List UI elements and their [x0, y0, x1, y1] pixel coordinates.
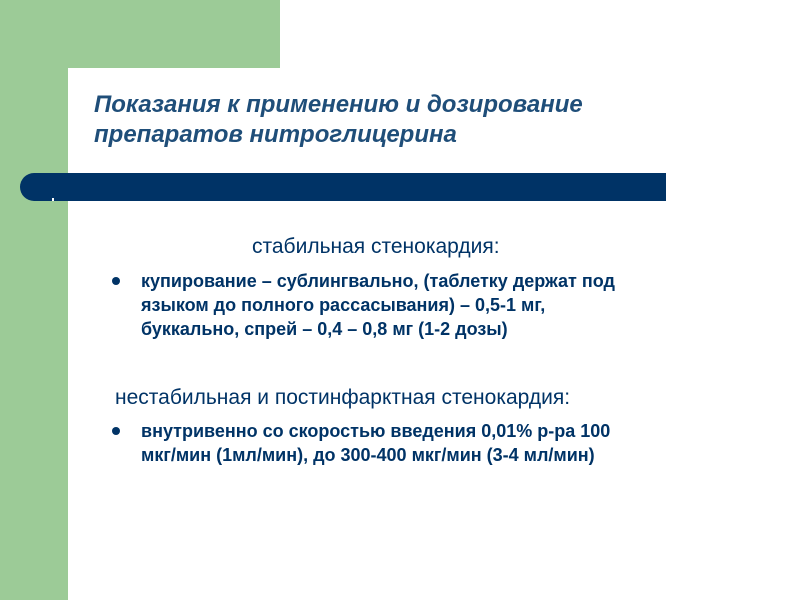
left-green-band — [0, 0, 68, 600]
unstable-angina-bullet — [112, 419, 752, 467]
top-green-band — [0, 0, 280, 68]
title-divider-bar — [20, 173, 666, 201]
slide-title: Показания к применению и дозирование препаратов нитроглицерина — [94, 91, 583, 148]
stable-angina-dosage-text: купирование – сублингвально, (таблетку держат под языком до полного рассасывания) – 0,5-1 мг, буккально, спрей – 0,4 – 0,8 мг (1-2 дозы) — [141, 271, 615, 339]
title-divider-notch — [52, 198, 54, 201]
bullet-dot-icon — [112, 277, 120, 285]
unstable-postinfarction-angina-heading: нестабильная и постинфарктная стенокардия: — [115, 386, 571, 409]
intravenous-dosage-text: внутривенно со скоростью введения 0,01% р-ра 100 мкг/мин (1мл/мин), до 300-400 мкг/мин (3-4 мл/мин) — [141, 421, 611, 465]
stable-angina-bullet — [112, 269, 752, 341]
bullet-dot-icon — [112, 427, 120, 435]
stable-angina-heading: стабильная стенокардия: — [252, 235, 500, 258]
